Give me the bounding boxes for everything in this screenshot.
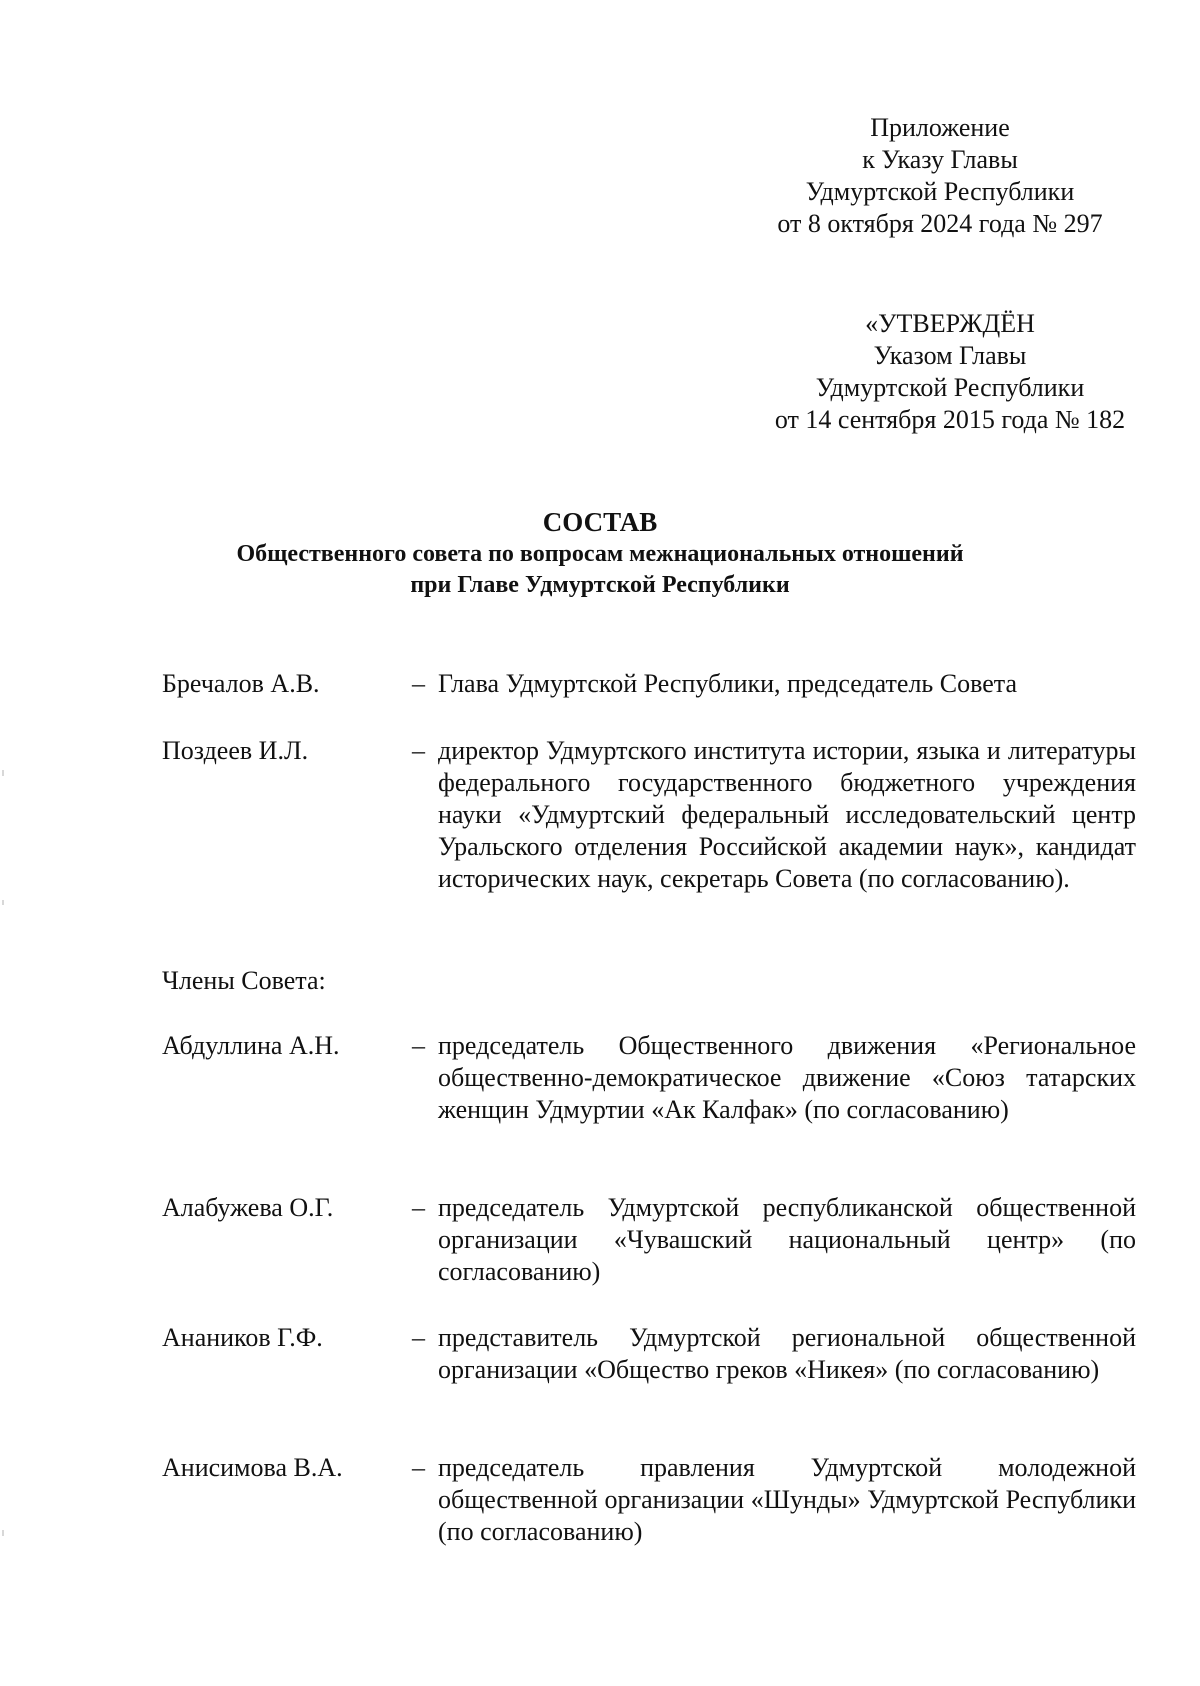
scan-artifact xyxy=(2,900,4,905)
title-subtitle-line-2: при Главе Удмуртской Республики xyxy=(410,572,790,598)
appendix-line-3: Удмуртской Республики xyxy=(805,177,1075,206)
member-name: Бречалов А.В. xyxy=(162,669,320,698)
title-main: СОСТАВ xyxy=(542,507,658,537)
member-role: председатель правления Удмуртской молодежной общественной организации «Шунды» Удмуртской Республики (по согласованию) xyxy=(438,1453,1136,1546)
appendix-header xyxy=(760,112,1120,240)
member-name: Абдуллина А.Н. xyxy=(162,1031,340,1060)
dash-separator: – xyxy=(412,1031,425,1060)
approved-line-4: от 14 сентября 2015 года № 182 xyxy=(774,405,1126,434)
document-title xyxy=(100,505,1100,601)
member-name: Алабужева О.Г. xyxy=(162,1193,334,1222)
member-name: Поздеев И.Л. xyxy=(162,736,309,765)
member-role: директор Удмуртского института истории, языка и литературы федерального государственного бюджетного учреждения науки «Удмуртский федеральный исследовательский центр Уральского отделения Российской академии наук», кандидат исторических наук, секретарь Совета (по согласованию). xyxy=(438,736,1136,893)
dash-separator: – xyxy=(412,736,425,765)
member-name: Анисимова В.А. xyxy=(162,1453,343,1482)
dash-separator: – xyxy=(412,1323,425,1352)
scan-artifact xyxy=(2,1530,4,1536)
members-section-label: Члены Совета: xyxy=(162,966,326,995)
member-role: председатель Удмуртской республиканской общественной организации «Чувашский национальный центр» (по согласованию) xyxy=(438,1193,1136,1286)
member-name: Анаников Г.Ф. xyxy=(162,1323,323,1352)
approved-line-2: Указом Главы xyxy=(873,341,1027,370)
approved-line-3: Удмуртской Республики xyxy=(815,373,1085,402)
appendix-line-1: Приложение xyxy=(870,113,1010,142)
member-role: председатель Общественного движения «Региональное общественно-демократическое движение «Союз татарских женщин Удмуртии «Ак Калфак» (по согласованию) xyxy=(438,1031,1136,1124)
dash-separator: – xyxy=(412,669,425,698)
approved-line-1: «УТВЕРЖДЁН xyxy=(865,309,1035,338)
dash-separator: – xyxy=(412,1453,425,1482)
approved-header xyxy=(745,308,1155,436)
title-subtitle-line-1: Общественного совета по вопросам межнациональных отношений xyxy=(236,541,964,567)
appendix-line-4: от 8 октября 2024 года № 297 xyxy=(777,209,1103,238)
dash-separator: – xyxy=(412,1193,425,1222)
member-role: представитель Удмуртской региональной общественной организации «Общество греков «Никея» (по согласованию) xyxy=(438,1323,1136,1384)
scan-artifact xyxy=(2,770,4,776)
member-role: Глава Удмуртской Республики, председатель Совета xyxy=(438,669,1017,698)
appendix-line-2: к Указу Главы xyxy=(862,145,1018,174)
